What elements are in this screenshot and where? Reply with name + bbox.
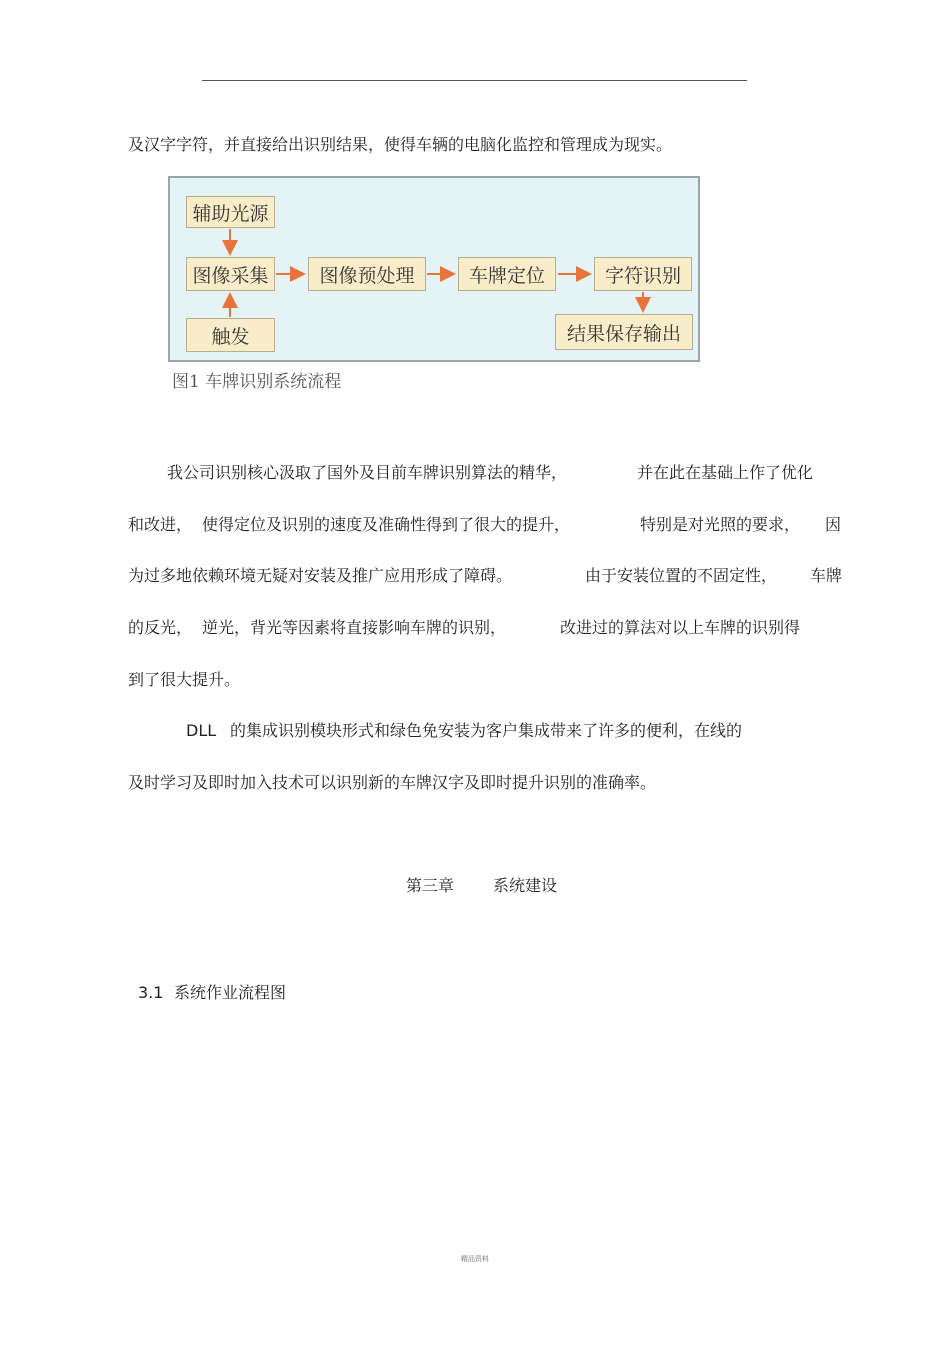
page-footer: 精品资料 (461, 1255, 489, 1263)
para1-line2-seg1: 和改进， (128, 515, 193, 534)
para1-line2 (0, 515, 950, 535)
flowchart-figure (168, 176, 700, 362)
para1-line4-seg1: 的反光， (128, 618, 193, 637)
chapter-heading (0, 876, 950, 896)
para1-line1-seg1: 我公司识别核心汲取了国外及目前车牌识别算法的精华， (167, 463, 568, 482)
chapter-title: 系统建设 (493, 876, 558, 895)
box-output: 结果保存输出 (555, 314, 693, 350)
flowchart-arrows (170, 178, 702, 364)
para1-line1-seg2: 并在此在基础上作了优化 (637, 463, 814, 482)
box-char-recognize: 字符识别 (594, 257, 692, 291)
section-title: 系统作业流程图 (174, 983, 287, 1002)
para2-line1 (0, 721, 950, 741)
para1-line4-seg2: 逆光，背光等因素将直接影响车牌的识别， (202, 618, 507, 637)
header-rule (202, 80, 747, 81)
box-image-capture: 图像采集 (186, 257, 275, 291)
box-preprocess: 图像预处理 (308, 257, 426, 291)
para1-line3-seg3: 车牌 (810, 566, 843, 585)
para1-line2-seg3: 特别是对光照的要求， (640, 515, 801, 534)
box-plate-locate: 车牌定位 (458, 257, 556, 291)
box-trigger: 触发 (186, 318, 275, 352)
para1-line2-seg4: 因 (825, 515, 842, 534)
para1-line3-seg1: 为过多地依赖环境无疑对安装及推广应用形成了障碍。 (128, 566, 513, 585)
para1-line2-seg2: 使得定位及识别的速度及准确性得到了很大的提升， (202, 515, 571, 534)
para2-line2: 及时学习及即时加入技术可以识别新的车牌汉字及即时提升识别的准确率。 (128, 773, 657, 792)
para1-line4-seg3: 改进过的算法对以上车牌的识别得 (560, 618, 801, 637)
intro-line: 及汉字字符，并直接给出识别结果，使得车辆的电脑化监控和管理成为现实。 (128, 135, 673, 154)
chapter-number: 第三章 (406, 876, 455, 895)
section-heading (0, 983, 950, 1003)
para2-line1-seg2: 的集成识别模块形式和绿色免安装为客户集成带来了许多的便利，在线的 (230, 721, 743, 740)
para1-line4 (0, 618, 950, 638)
para1-line1 (0, 463, 950, 483)
para1-line5: 到了很大提升。 (128, 670, 241, 689)
para2-line1-seg1: DLL (186, 721, 217, 740)
para1-line3-seg2: 由于安装位置的不固定性， (585, 566, 778, 585)
figure-caption: 图1 车牌识别系统流程 (172, 372, 342, 392)
section-number: 3.1 (138, 983, 164, 1002)
box-aux-light: 辅助光源 (186, 196, 275, 228)
para1-line3 (0, 566, 950, 586)
